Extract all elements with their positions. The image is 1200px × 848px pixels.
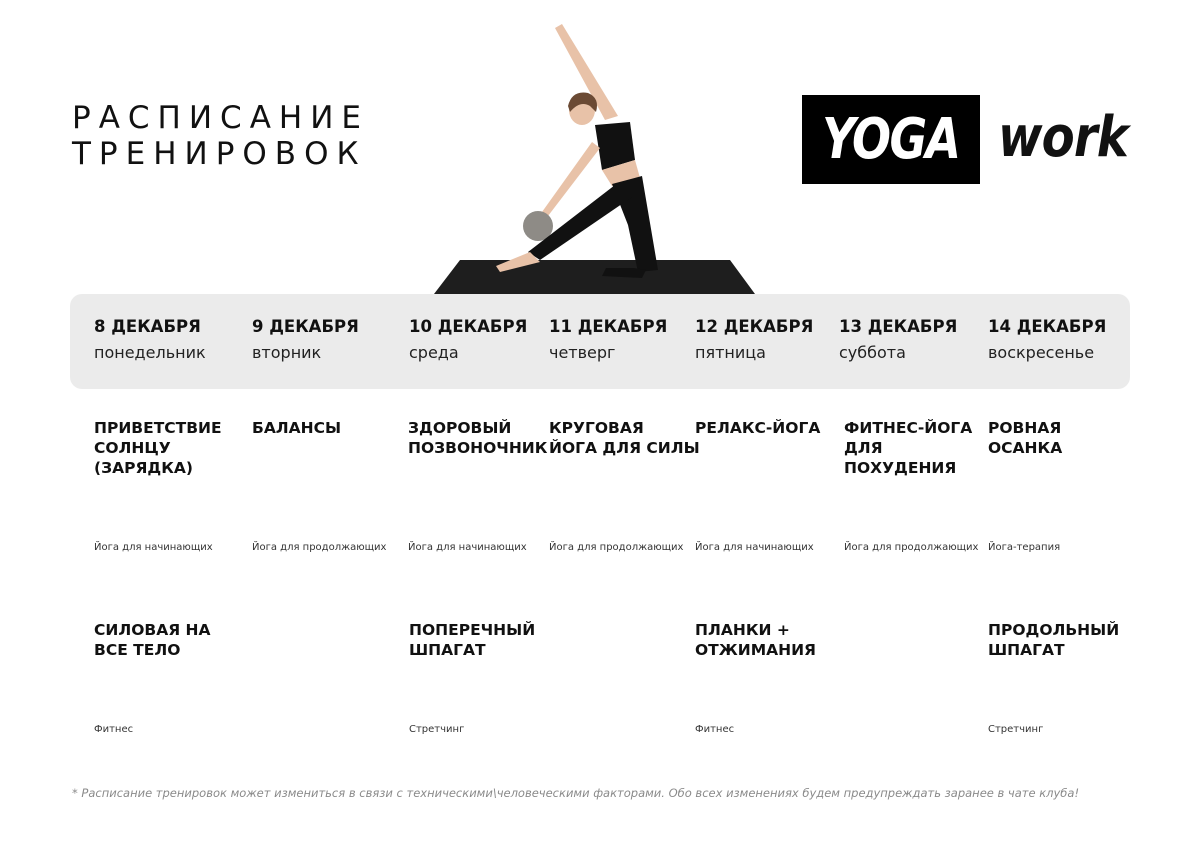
class-type-fri-1: Йога для начинающих [695, 542, 814, 553]
class-wed-2 [409, 620, 535, 660]
day-weekday: воскресенье [988, 343, 1095, 362]
class-title-line: ПРИВЕТСТВИЕ [94, 419, 222, 437]
class-title-line: ШПАГАТ [409, 641, 486, 659]
page-title-line-1: РАСПИСАНИЕ [72, 100, 369, 136]
class-title-line: ПОХУДЕНИЯ [844, 459, 957, 477]
class-title-line: КРУГОВАЯ [549, 419, 644, 437]
logo-box [802, 95, 980, 184]
class-title-line: ВСЕ ТЕЛО [94, 641, 181, 659]
class-title-line: СОЛНЦУ [94, 439, 171, 457]
day-header-thu [549, 317, 667, 363]
class-title-line: РЕЛАКС-ЙОГА [695, 419, 821, 437]
day-header-sun [988, 317, 1106, 363]
class-title-line: ПОПЕРЕЧНЫЙ [409, 621, 536, 639]
day-weekday: суббота [839, 343, 906, 362]
day-date: 10 ДЕКАБРЯ [409, 317, 528, 336]
class-title-line: БАЛАНСЫ [252, 419, 342, 437]
day-date: 11 ДЕКАБРЯ [549, 317, 668, 336]
class-type-wed-1: Йога для начинающих [408, 542, 527, 553]
class-title-line: (ЗАРЯДКА) [94, 459, 193, 477]
page-title [72, 100, 369, 172]
class-title-line: ОСАНКА [988, 439, 1063, 457]
class-title-line: ПРОДОЛЬНЫЙ [988, 621, 1120, 639]
day-weekday: понедельник [94, 343, 206, 362]
day-weekday: среда [409, 343, 459, 362]
class-type-mon-1: Йога для начинающих [94, 542, 213, 553]
class-title-line: СИЛОВАЯ НА [94, 621, 211, 639]
class-sun-1 [988, 418, 1062, 458]
class-title-line: ФИТНЕС-ЙОГА [844, 419, 973, 437]
class-type-sun-2: Стретчинг [988, 724, 1044, 735]
class-sat-1 [844, 418, 972, 478]
class-type-thu-1: Йога для продолжающих [549, 542, 684, 553]
class-wed-1 [408, 418, 547, 458]
day-header-fri [695, 317, 813, 363]
day-header-wed [409, 317, 527, 363]
class-thu-1 [549, 418, 700, 458]
class-type-sat-1: Йога для продолжающих [844, 542, 979, 553]
day-date: 8 ДЕКАБРЯ [94, 317, 201, 336]
day-header-sat [839, 317, 957, 363]
class-tue-1 [252, 418, 341, 438]
class-title-line: ШПАГАТ [988, 641, 1065, 659]
class-type-fri-2: Фитнес [695, 724, 735, 735]
class-title-line: ЗДОРОВЫЙ [408, 419, 512, 437]
class-sun-2 [988, 620, 1119, 660]
footnote: * Расписание тренировок может измениться в связи с техническими\человеческими факторами. Обо всех изменениях будем предупреждать заранее в чате клуба! [72, 786, 1080, 800]
class-type-tue-1: Йога для продолжающих [252, 542, 387, 553]
day-date: 12 ДЕКАБРЯ [695, 317, 814, 336]
day-date: 13 ДЕКАБРЯ [839, 317, 958, 336]
day-weekday: пятница [695, 343, 766, 362]
class-title-line: ДЛЯ [844, 439, 883, 457]
yoga-pose-photo [430, 20, 760, 298]
day-date: 9 ДЕКАБРЯ [252, 317, 359, 336]
class-title-line: ПОЗВОНОЧНИК [408, 439, 548, 457]
class-title-line: РОВНАЯ [988, 419, 1062, 437]
logo-yoga-text: YOGA [822, 107, 960, 172]
day-weekday: вторник [252, 343, 322, 362]
class-type-mon-2: Фитнес [94, 724, 134, 735]
page-title-line-2: ТРЕНИРОВОК [72, 136, 367, 172]
class-mon-2 [94, 620, 211, 660]
day-header-tue [252, 317, 359, 363]
class-fri-1 [695, 418, 820, 438]
class-mon-1 [94, 418, 222, 478]
day-header-mon [94, 317, 206, 363]
class-title-line: ПЛАНКИ + [695, 621, 790, 639]
class-type-wed-2: Стретчинг [409, 724, 465, 735]
class-title-line: ОТЖИМАНИЯ [695, 641, 816, 659]
logo-work-text: work [998, 105, 1128, 170]
class-title-line: ЙОГА ДЛЯ СИЛЫ [549, 439, 700, 457]
days-header-bar [70, 294, 1130, 389]
class-type-sun-1: Йога-терапия [988, 542, 1061, 553]
day-weekday: четверг [549, 343, 616, 362]
day-date: 14 ДЕКАБРЯ [988, 317, 1107, 336]
class-fri-2 [695, 620, 816, 660]
